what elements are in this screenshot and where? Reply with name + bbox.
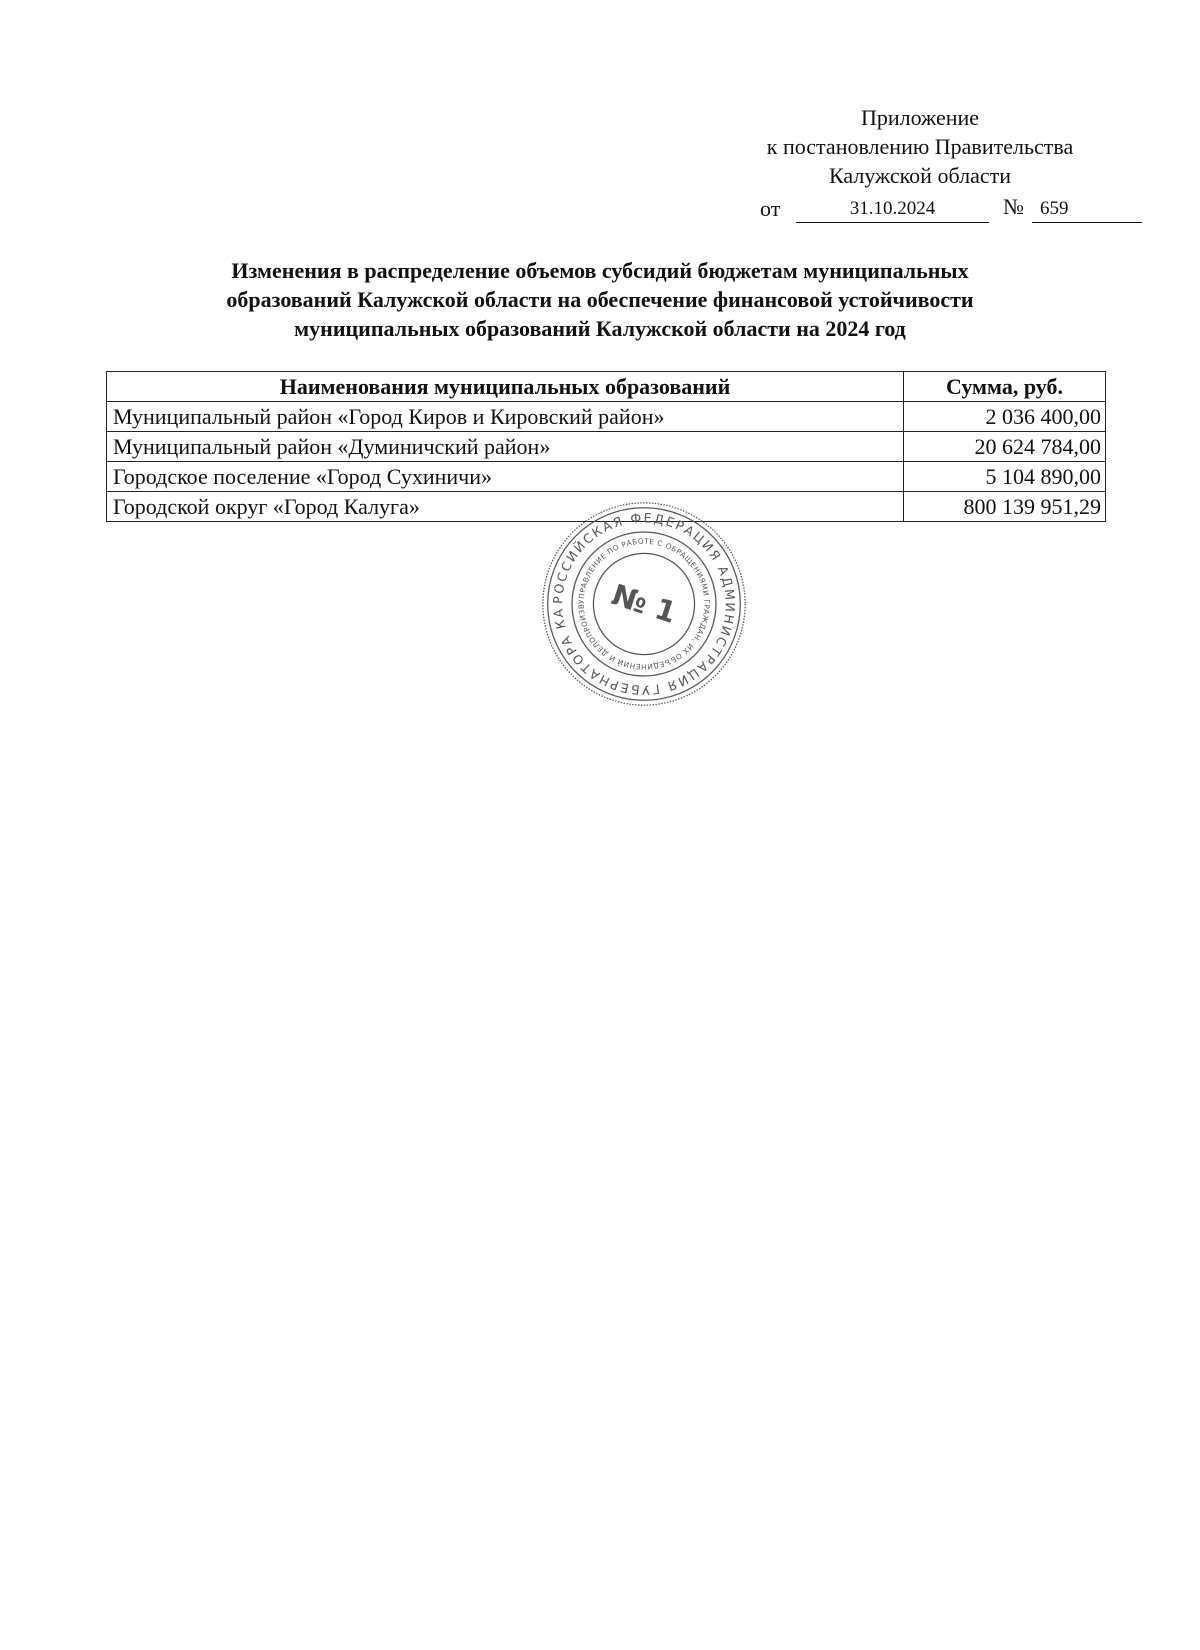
decree-date: 31.10.2024 bbox=[796, 196, 989, 223]
column-header-sum: Сумма, руб. bbox=[904, 372, 1106, 402]
subsidy-amount: 5 104 890,00 bbox=[904, 462, 1106, 492]
subsidy-amount: 800 139 951,29 bbox=[904, 492, 1106, 522]
seal-outer-text: РОССИЙСКАЯ ФЕДЕРАЦИЯ АДМИНИСТРАЦИЯ ГУБЕРНАТОРА КА bbox=[550, 510, 738, 698]
subsidy-amount: 20 624 784,00 bbox=[904, 432, 1106, 462]
appendix-block bbox=[700, 103, 1140, 190]
title-line: муниципальных образований Калужской области на 2024 год bbox=[294, 316, 906, 341]
appendix-line: к постановлению Правительства bbox=[766, 134, 1074, 159]
appendix-line: Приложение bbox=[860, 105, 980, 130]
number-label: № bbox=[1003, 194, 1024, 219]
decree-number: 659 bbox=[1032, 196, 1142, 223]
table-row bbox=[107, 432, 1106, 462]
municipality-name: Муниципальный район «Думиничский район» bbox=[107, 432, 904, 462]
municipality-name: Городской округ «Город Калуга» bbox=[107, 492, 904, 522]
municipality-name: Муниципальный район «Город Киров и Кировский район» bbox=[107, 402, 904, 432]
title-line: образований Калужской области на обеспечение финансовой устойчивости bbox=[226, 287, 974, 312]
subsidy-amount: 2 036 400,00 bbox=[904, 402, 1106, 432]
decree-date-number-row bbox=[760, 196, 1160, 228]
municipality-name: Городское поселение «Город Сухиничи» bbox=[107, 462, 904, 492]
table-header-row bbox=[107, 372, 1106, 402]
title-line: Изменения в распределение объемов субсидий бюджетам муниципальных bbox=[231, 258, 969, 283]
seal-inner-text: УПРАВЛЕНИЕ ПО РАБОТЕ С ОБРАЩЕНИЯМИ ГРАЖДАН, ИХ ОБЪЕДИНЕНИЙ И ДЕЛОПРОИЗВ bbox=[576, 536, 712, 672]
column-header-name: Наименования муниципальных образований bbox=[107, 372, 904, 402]
appendix-line: Калужской области bbox=[829, 163, 1011, 188]
document-title bbox=[120, 256, 1080, 343]
seal-center-text: № 1 bbox=[607, 577, 681, 631]
table-row bbox=[107, 462, 1106, 492]
table-row bbox=[107, 402, 1106, 432]
seal-icon bbox=[537, 497, 751, 711]
official-seal-stamp bbox=[537, 497, 751, 711]
date-label: от bbox=[760, 196, 781, 221]
